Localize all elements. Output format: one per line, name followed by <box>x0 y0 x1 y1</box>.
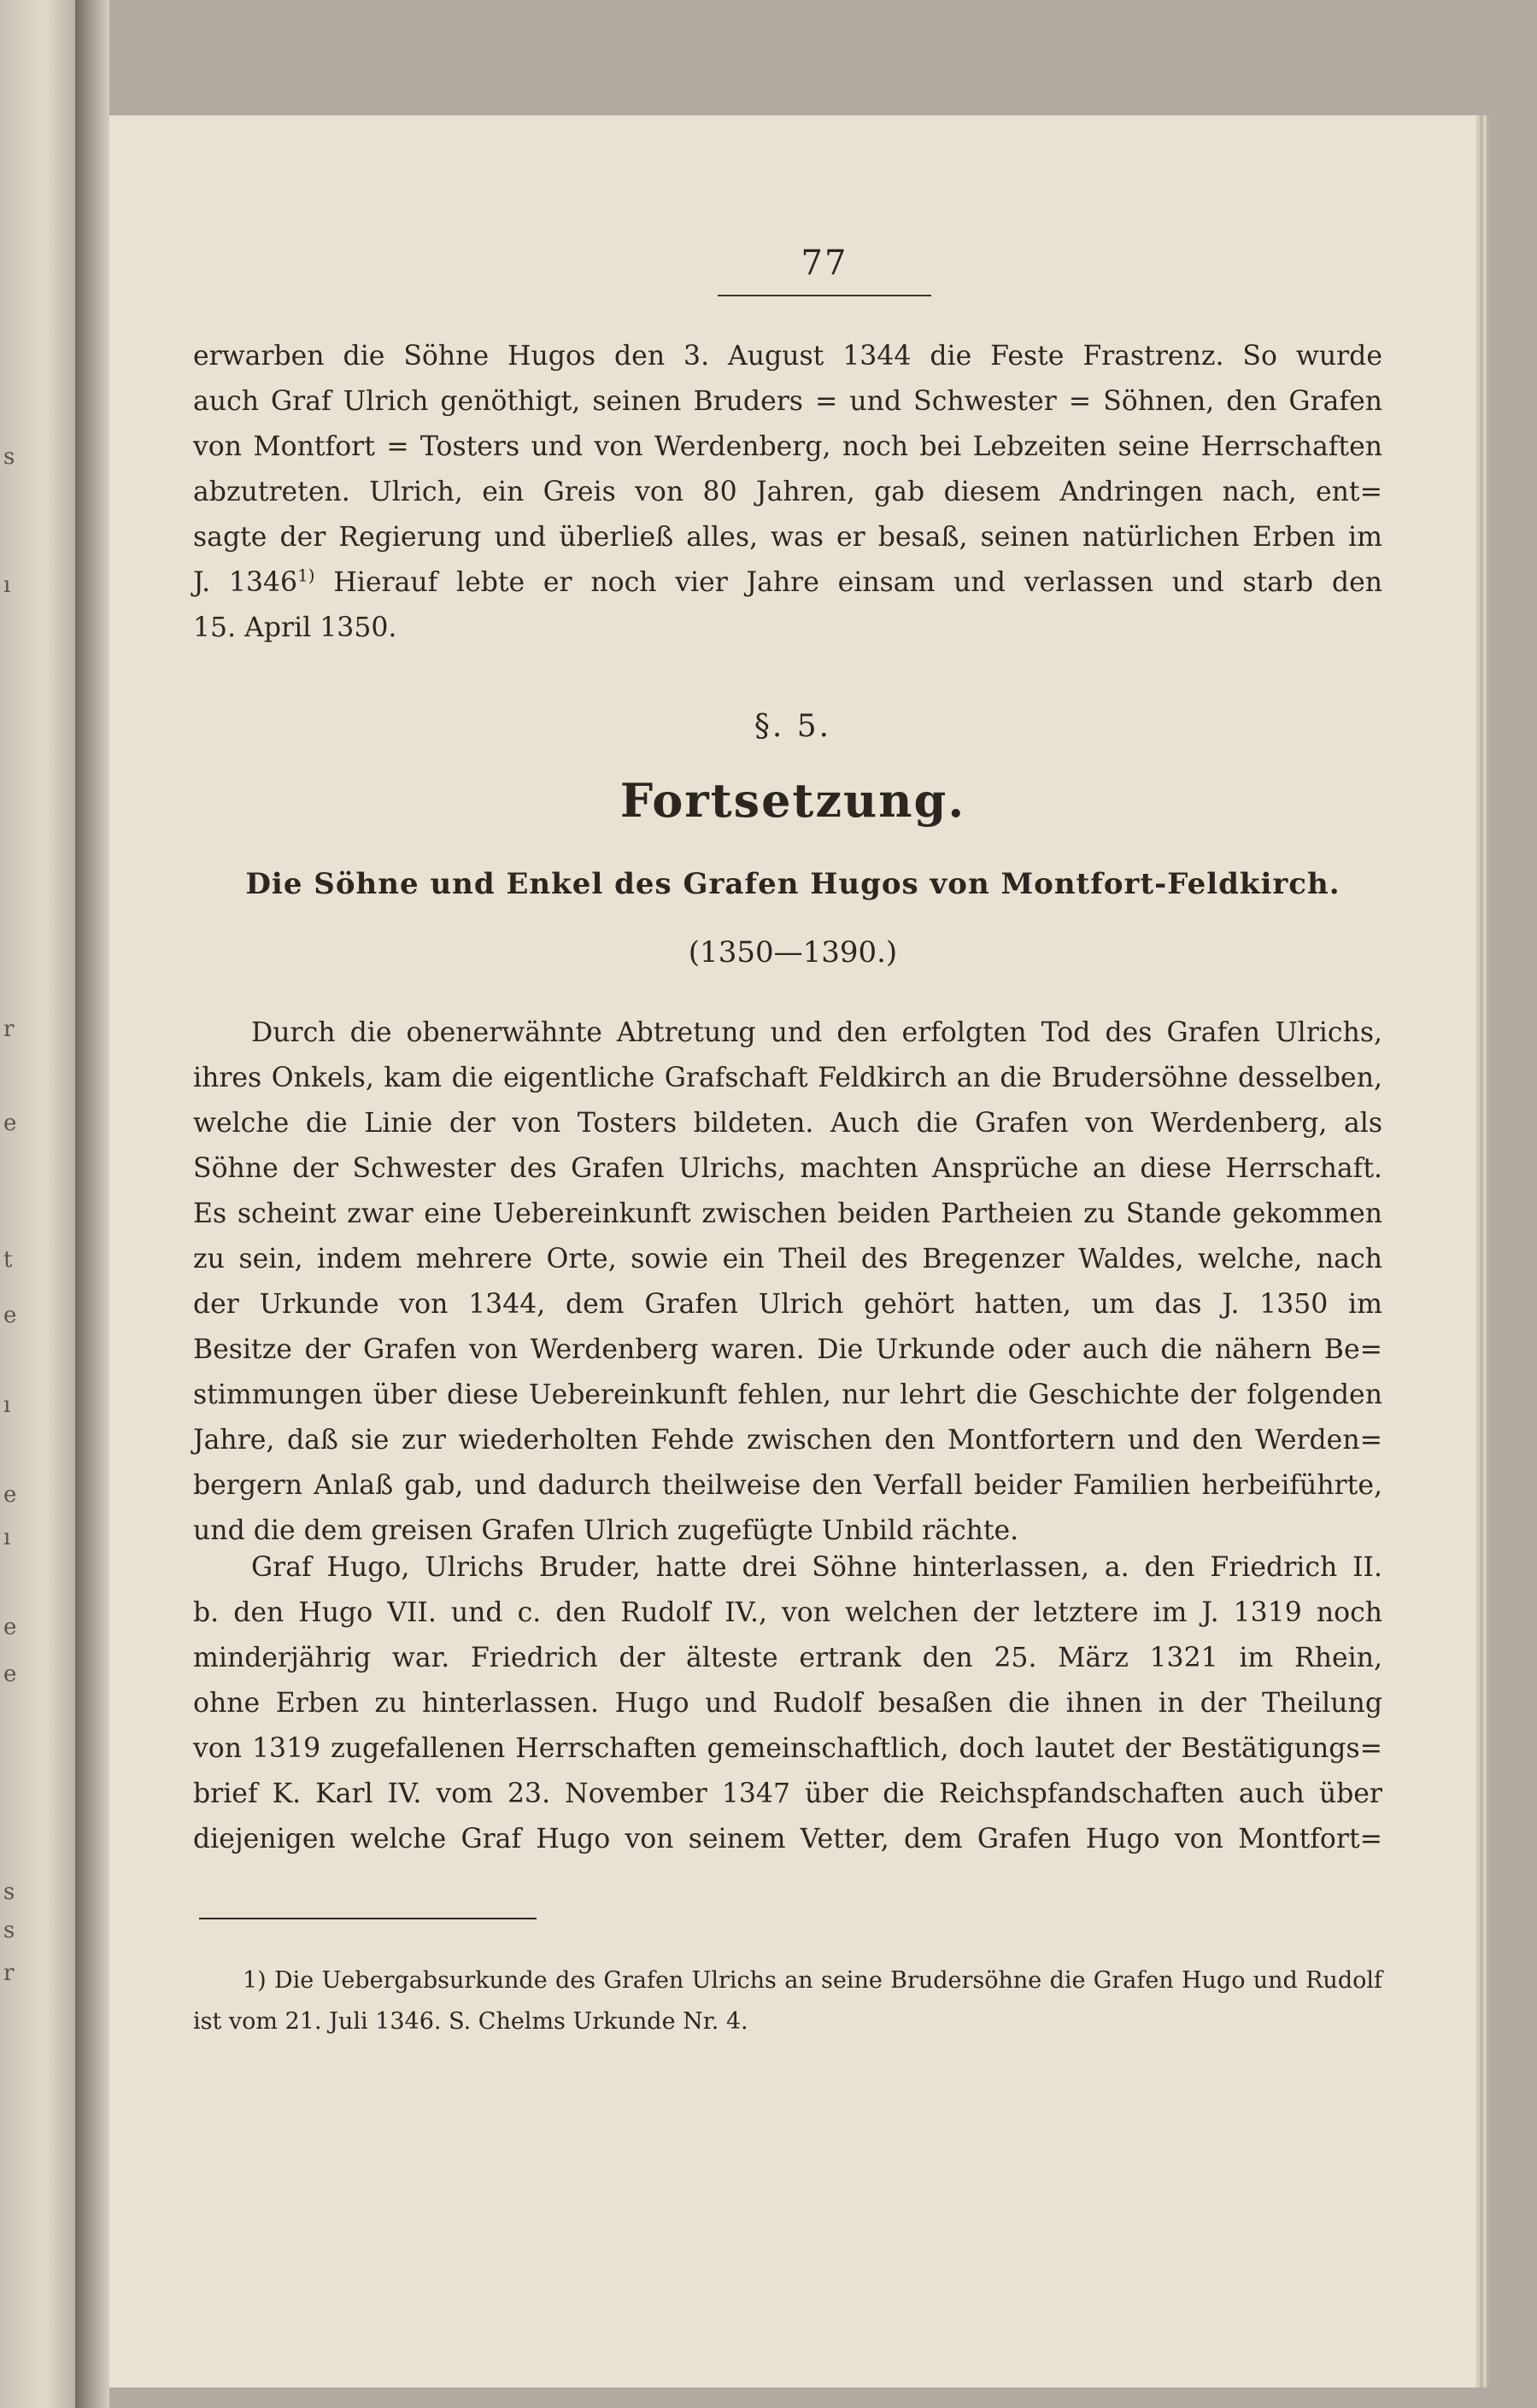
section-number: §. 5. <box>754 709 832 744</box>
text-line: sagte der Regierung und überließ alles, was er besaß, seinen natürlichen Erben im <box>193 522 1382 553</box>
text-line: Besitze der Grafen von Werdenberg waren. Die Urkunde oder auch die nähern Be= <box>193 1334 1382 1365</box>
text-line: minderjährig war. Friedrich der älteste ertrank den 25. März 1321 im Rhein, <box>193 1643 1382 1673</box>
text-line: zu sein, indem mehrere Orte, sowie ein Theil des Bregenzer Waldes, welche, nach <box>193 1244 1382 1274</box>
section-title: Fortsetzung. <box>619 773 966 828</box>
page-number-rule <box>718 295 931 296</box>
text-line: b. den Hugo VII. und c. den Rudolf IV., von welchen der letztere im J. 1319 noch <box>193 1597 1382 1628</box>
margin-letter: e <box>3 1482 17 1508</box>
margin-letter: t <box>3 1247 13 1273</box>
margin-letter: e <box>3 1110 17 1136</box>
previous-page-edge <box>0 0 75 2408</box>
text-line: 15. April 1350. <box>193 612 397 643</box>
text-line: ohne Erben zu hinterlassen. Hugo und Rudolf besaßen die ihnen in der Theilung <box>193 1688 1382 1719</box>
text-line: Jahre, daß sie zur wiederholten Fehde zwischen den Montfortern und den Werden= <box>193 1425 1382 1456</box>
footnote <box>193 1960 1382 2042</box>
page-number: 77 <box>801 243 848 283</box>
margin-letter: e <box>3 1303 17 1328</box>
footnote-separator <box>199 1918 537 1919</box>
margin-letter: e <box>3 1614 17 1640</box>
margin-letter: e <box>3 1661 17 1687</box>
book-gutter <box>75 0 109 2408</box>
text-line: auch Graf Ulrich genöthigt, seinen Bruders = und Schwester = Söhnen, den Grafen <box>193 386 1382 417</box>
text-line: der Urkunde von 1344, dem Grafen Ulrich gehört hatten, um das J. 1350 im <box>193 1289 1382 1320</box>
margin-letter: ı <box>3 1392 11 1418</box>
footnote-text: Die Uebergabsurkunde des Grafen Ulrichs an seine Brudersöhne die Grafen Hugo und Rudolf ist vom 21. Juli 1346. S. Chelms Urkunde Nr. 4. <box>193 1967 1382 2035</box>
text-line <box>193 560 1382 606</box>
text-line: Durch die obenerwähnte Abtretung und den erfolgten Tod des Grafen Ulrichs, <box>251 1017 1382 1048</box>
section-subtitle: Die Söhne und Enkel des Grafen Hugos von Montfort-Feldkirch. <box>245 867 1340 901</box>
text-line: von 1319 zugefallenen Herrschaften gemeinschaftlich, doch lautet der Bestätigungs= <box>193 1733 1382 1764</box>
section-years: (1350—1390.) <box>688 935 898 970</box>
text-fragment: Hierauf lebte er noch vier Jahre einsam und verlassen und starb den <box>314 567 1382 598</box>
paragraph-1 <box>193 334 1382 651</box>
margin-letter: r <box>3 1017 15 1042</box>
text-line: erwarben die Söhne Hugos den 3. August 1344 die Feste Frastrenz. So wurde <box>193 341 1382 372</box>
text-line: Es scheint zwar eine Uebereinkunft zwischen beiden Partheien zu Stande gekommen <box>193 1198 1382 1229</box>
margin-letter: s <box>3 1918 15 1943</box>
paragraph-3 <box>193 1545 1382 1862</box>
footnote-marker: 1) <box>243 1967 267 1994</box>
text-line: Graf Hugo, Ulrichs Bruder, hatte drei Söhne hinterlassen, a. den Friedrich II. <box>251 1552 1382 1583</box>
footnote-reference: 1) <box>297 565 315 586</box>
text-fragment: J. 1346 <box>193 567 298 598</box>
text-line: bergern Anlaß gab, und dadurch theilweise den Verfall beider Familien herbeiführte, <box>193 1470 1382 1501</box>
margin-letter: ı <box>3 572 11 598</box>
margin-letter: ı <box>3 1525 11 1550</box>
book-page <box>109 115 1476 2387</box>
text-line: ihres Onkels, kam die eigentliche Grafschaft Feldkirch an die Brudersöhne desselben, <box>193 1063 1382 1093</box>
margin-letter: s <box>3 1879 15 1905</box>
text-line: diejenigen welche Graf Hugo von seinem Vetter, dem Grafen Hugo von Montfort= <box>193 1824 1382 1854</box>
text-line: Söhne der Schwester des Grafen Ulrichs, machten Ansprüche an diese Herrschaft. <box>193 1153 1382 1184</box>
text-line: von Montfort = Tosters und von Werdenberg, noch bei Lebzeiten seine Herrschaften <box>193 431 1382 462</box>
paragraph-2 <box>193 1011 1382 1554</box>
text-line: abzutreten. Ulrich, ein Greis von 80 Jahren, gab diesem Andringen nach, ent= <box>193 477 1382 507</box>
previous-page-margin-letters <box>0 0 26 2408</box>
text-line: stimmungen über diese Uebereinkunft fehlen, nur lehrt die Geschichte der folgenden <box>193 1380 1382 1410</box>
text-line: brief K. Karl IV. vom 23. November 1347 über die Reichspfandschaften auch über <box>193 1778 1382 1809</box>
margin-letter: s <box>3 444 15 470</box>
margin-letter: r <box>3 1960 15 1986</box>
text-line: und die dem greisen Grafen Ulrich zugefügte Unbild rächte. <box>193 1515 1019 1546</box>
text-line: welche die Linie der von Tosters bildeten. Auch die Grafen von Werdenberg, als <box>193 1108 1382 1139</box>
